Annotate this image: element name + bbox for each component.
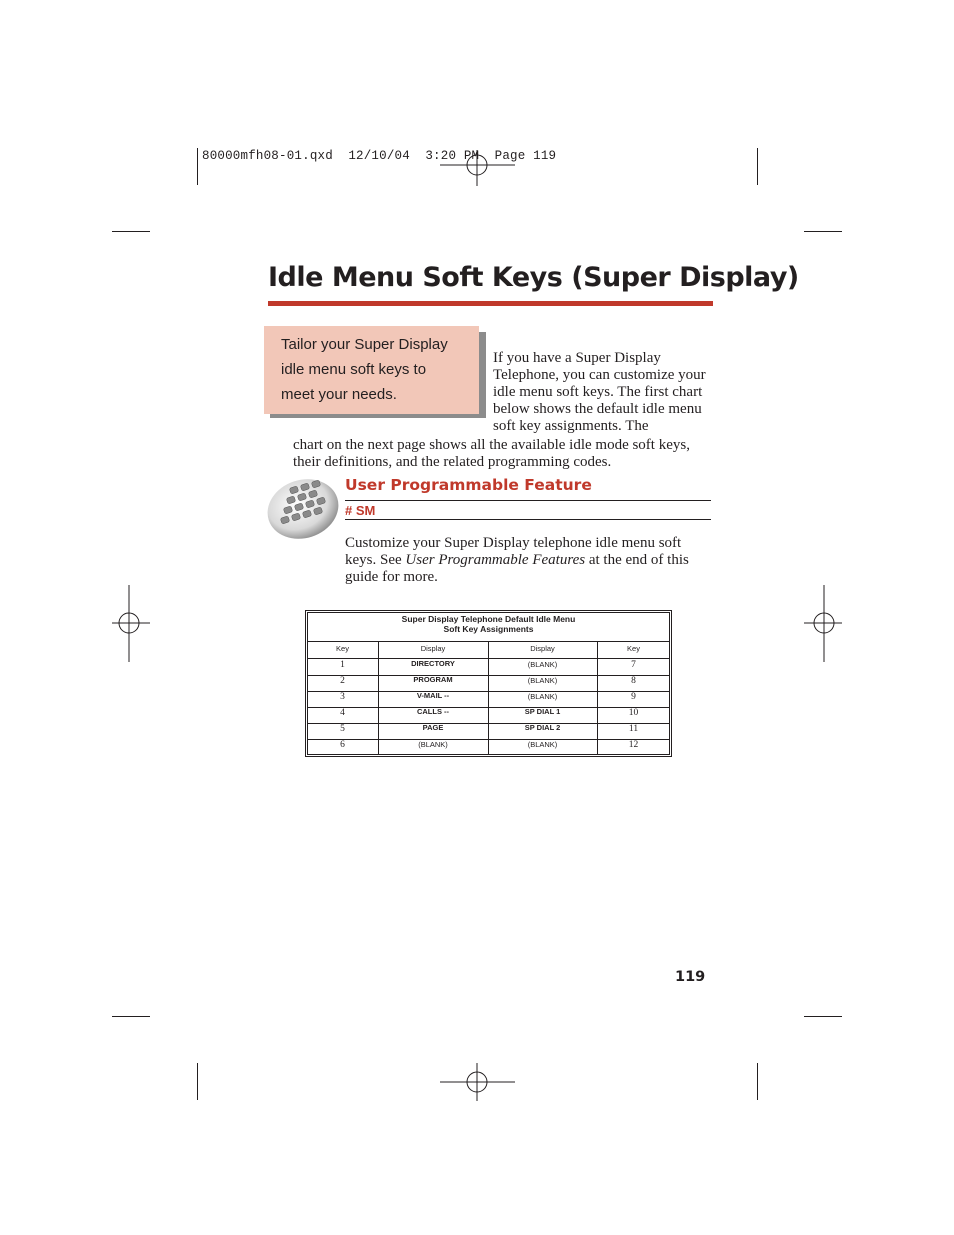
table-title: [307, 614, 670, 634]
table-cell: 4: [340, 708, 345, 718]
tip-box: [264, 326, 479, 414]
table-cell: (BLANK): [527, 660, 558, 669]
table-cell: V-MAIL --: [416, 691, 450, 700]
table-cell: PROGRAM: [413, 675, 453, 684]
crop-mark: [757, 1063, 758, 1100]
tip-line: idle menu soft keys to: [281, 361, 427, 378]
title-rule: [268, 301, 713, 306]
table-title-line: Super Display Telephone Default Idle Menu: [401, 614, 576, 624]
table-cell: 9: [631, 692, 636, 702]
tip-line: meet your needs.: [281, 386, 397, 403]
crop-mark: [804, 1016, 842, 1017]
table-header: Display: [530, 644, 555, 653]
crop-mark: [112, 231, 150, 232]
table-cell: 10: [628, 708, 639, 718]
page-title: Idle Menu Soft Keys (Super Display): [268, 262, 799, 293]
table-cell: SP DIAL 1: [524, 707, 561, 716]
file-slug: 80000mfh08-01.qxd 12/10/04 3:20 PM Page 119: [202, 149, 557, 163]
feature-text: at the end of this guide for more.: [345, 552, 689, 585]
registration-mark-icon: [440, 1063, 515, 1101]
table-cell: 11: [628, 724, 639, 734]
table-cell: (BLANK): [418, 740, 448, 749]
table-cell: 12: [628, 740, 639, 750]
table-cell: PAGE: [422, 723, 444, 732]
table-cell: 3: [340, 692, 345, 702]
crop-mark: [757, 148, 758, 185]
table-cell: SP DIAL 2: [524, 723, 561, 732]
feature-description: [345, 518, 711, 586]
table-cell: (BLANK): [527, 692, 558, 701]
feature-heading: User Programmable Feature: [345, 476, 592, 494]
table-cell: 7: [631, 660, 636, 670]
table-header: Key: [336, 644, 349, 653]
crop-mark: [112, 1016, 150, 1017]
feature-reference: User Programmable Features: [405, 552, 586, 568]
table-cell: 1: [340, 660, 345, 670]
table-cell: DIRECTORY: [411, 659, 455, 668]
crop-mark: [197, 1063, 198, 1100]
registration-mark-icon: [440, 150, 515, 186]
table-header: Display: [420, 644, 446, 653]
table-cell: 5: [340, 724, 345, 734]
crop-mark: [197, 148, 198, 185]
table-cell: 2: [340, 676, 345, 686]
registration-mark-icon: [804, 585, 842, 662]
table-cell: (BLANK): [527, 740, 558, 749]
table-cell: 6: [340, 740, 345, 750]
intro-paragraph-continued: chart on the next page shows all the available idle mode soft keys, their definitions, and the related programming codes.: [293, 437, 690, 470]
feature-rule: [345, 500, 711, 501]
crop-mark: [804, 231, 842, 232]
table-cell: CALLS --: [416, 707, 450, 716]
table-title-line: Soft Key Assignments: [443, 624, 534, 634]
intro-paragraph: If you have a Super Display Telephone, you can customize your idle menu soft keys. The first chart below shows the default idle menu soft key assignments. The: [493, 350, 706, 434]
table-cell: 8: [631, 676, 636, 686]
keypad-icon: [266, 478, 340, 540]
page-number: 119: [675, 969, 706, 985]
tip-line: Tailor your Super Display: [281, 336, 448, 353]
feature-code: # SM: [345, 503, 376, 518]
table-header: Key: [627, 644, 640, 653]
feature-text: Customize your Super Display telephone idle menu soft keys. See: [345, 535, 682, 568]
registration-mark-icon: [112, 585, 150, 662]
table-cell: (BLANK): [527, 676, 558, 685]
